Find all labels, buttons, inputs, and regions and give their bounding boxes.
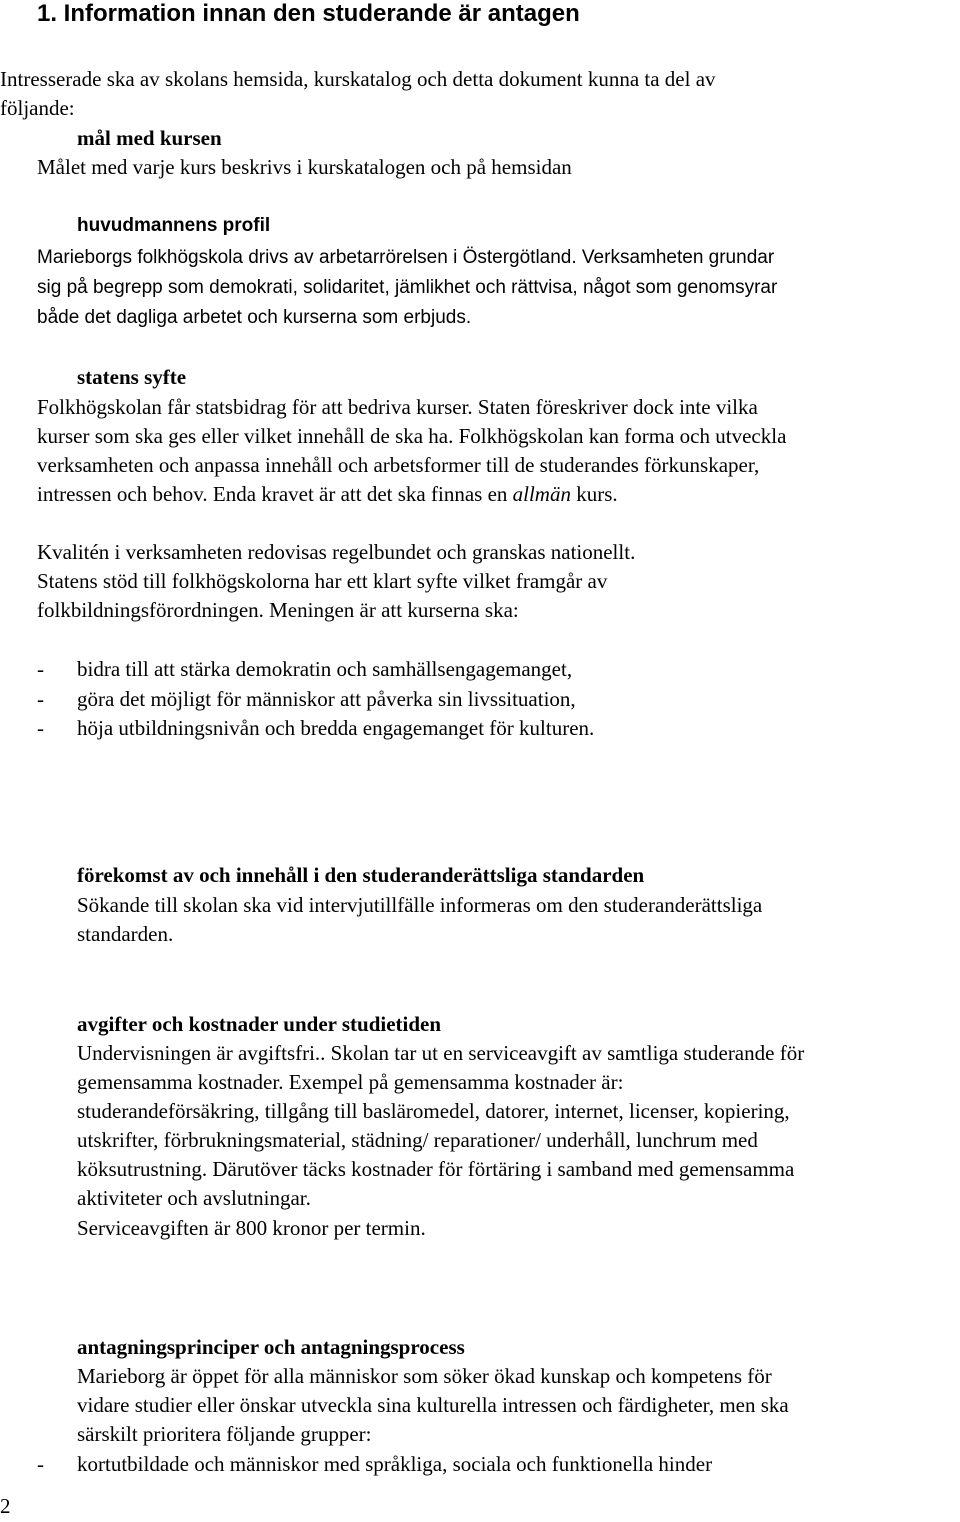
admission-bullet-list	[0, 1450, 960, 1480]
bullet-text: göra det möjligt för människor att påverka sin livssituation,	[77, 686, 576, 711]
list-item	[0, 1450, 960, 1480]
fees-heading: avgifter och kostnader under studietiden	[77, 1012, 442, 1036]
admission-line-2: vidare studier eller önskar utveckla sina kulturella intressen och färdigheter, men ska	[77, 1393, 789, 1417]
principal-line-1: Marieborgs folkhögskola drivs av arbetarrörelsen i Östergötland. Verksamheten grundar	[37, 247, 775, 268]
principal-heading: huvudmannens profil	[77, 215, 271, 236]
state-line-4	[37, 480, 618, 510]
state-line-4-italic: allmän	[512, 482, 571, 506]
state-line-2: kurser som ska ges eller vilket innehåll de ska ha. Folkhögskolan kan forma och utveckla	[37, 424, 787, 448]
standard-heading: förekomst av och innehåll i den studeranderättsliga standarden	[77, 863, 645, 887]
bullet-text: kortutbildade och människor med språkliga, sociala och funktionella hinder	[77, 1452, 713, 1476]
bullet-dash: -	[37, 686, 44, 711]
state-line-4-pre: intressen och behov. Enda kravet är att det ska finnas en	[37, 482, 513, 506]
intro-line-1: Intresserade ska av skolans hemsida, kurskatalog och detta dokument kunna ta del av	[0, 67, 716, 91]
state-heading: statens syfte	[77, 365, 187, 389]
intro-line-2: följande:	[0, 96, 75, 120]
admission-line-3: särskilt prioritera följande grupper:	[77, 1422, 372, 1446]
fees-line-2: gemensamma kostnader. Exempel på gemensamma kostnader är:	[77, 1070, 624, 1094]
list-item	[0, 714, 960, 744]
state-line-1: Folkhögskolan får statsbidrag för att bedriva kurser. Staten föreskriver dock inte vilka	[37, 395, 758, 419]
bullet-dash: -	[37, 1452, 44, 1476]
fees-line-5: köksutrustning. Därutöver täcks kostnader för förtäring i samband med gemensamma	[77, 1157, 795, 1181]
state-line-3: verksamheten och anpassa innehåll och arbetsformer till de studerandes förkunskaper,	[37, 453, 760, 477]
bullet-text: bidra till att stärka demokratin och samhällsengagemanget,	[77, 657, 573, 681]
goal-text: Målet med varje kurs beskrivs i kurskatalogen och på hemsidan	[37, 155, 572, 179]
list-item	[0, 655, 960, 685]
fees-line-3: studerandeförsäkring, tillgång till basläromedel, datorer, internet, licenser, kopiering,	[77, 1099, 790, 1123]
goal-heading: mål med kursen	[77, 126, 222, 150]
standard-line-1: Sökande till skolan ska vid intervjutillfälle informeras om den studeranderättsliga	[77, 893, 763, 917]
state-bullet-list	[0, 655, 960, 744]
quality-line-3: folkbildningsförordningen. Meningen är att kurserna ska:	[37, 598, 519, 622]
admission-heading: antagningsprinciper och antagningsprocess	[77, 1335, 465, 1359]
principal-line-3: både det dagliga arbetet och kurserna som erbjuds.	[37, 307, 472, 328]
quality-line-1: Kvalitén i verksamheten redovisas regelbundet och granskas nationellt.	[37, 540, 636, 564]
fees-line-1: Undervisningen är avgiftsfri.. Skolan tar ut en serviceavgift av samtliga studerande för	[77, 1041, 805, 1065]
list-item	[0, 685, 960, 715]
principal-line-2: sig på begrepp som demokrati, solidaritet, jämlikhet och rättvisa, något som genomsyrar	[37, 277, 778, 298]
fees-line-7: Serviceavgiften är 800 kronor per termin.	[77, 1216, 426, 1240]
standard-line-2: standarden.	[77, 922, 174, 946]
fees-line-4: utskrifter, förbrukningsmaterial, städning/ reparationer/ underhåll, lunchrum med	[77, 1128, 758, 1152]
page-title: 1. Information innan den studerande är antagen	[37, 0, 580, 27]
bullet-dash: -	[37, 657, 44, 681]
bullet-text: höja utbildningsnivån och bredda engagemanget för kulturen.	[77, 716, 595, 740]
state-line-4-post: kurs.	[570, 482, 618, 506]
fees-line-6: aktiviteter och avslutningar.	[77, 1186, 311, 1210]
page-number: 2	[0, 1494, 11, 1518]
quality-line-2: Statens stöd till folkhögskolorna har ett klart syfte vilket framgår av	[37, 569, 608, 593]
bullet-dash: -	[37, 716, 44, 740]
admission-line-1: Marieborg är öppet för alla människor som söker ökad kunskap och kompetens för	[77, 1364, 772, 1388]
